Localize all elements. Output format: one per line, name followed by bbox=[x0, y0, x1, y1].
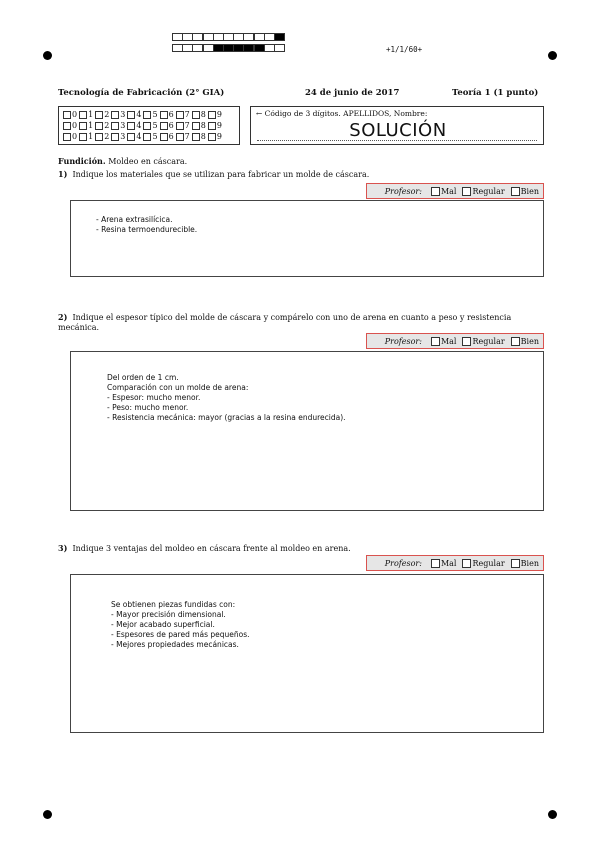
code-digit-checkbox[interactable] bbox=[192, 122, 200, 130]
answer-q2-line: Comparación con un molde de arena: bbox=[107, 383, 249, 392]
topic-heading bbox=[58, 156, 187, 166]
grading-label: Profesor: bbox=[384, 336, 422, 346]
code-digit-checkbox[interactable] bbox=[160, 111, 168, 119]
code-digit-row-2: 0 1 2 3 4 5 6 7 8 9 bbox=[63, 121, 224, 130]
answer-q3-line: - Mejor acabado superficial. bbox=[111, 620, 215, 629]
grade-option-label: Bien bbox=[520, 186, 539, 196]
code-digit-checkbox[interactable] bbox=[63, 111, 71, 119]
question-number: 3) bbox=[58, 543, 68, 553]
grade-option-label: Bien bbox=[520, 336, 539, 346]
question-2 bbox=[58, 312, 511, 322]
code-digit-checkbox[interactable] bbox=[176, 111, 184, 119]
grade-regular-checkbox[interactable] bbox=[462, 337, 471, 346]
code-digit-checkbox[interactable] bbox=[192, 133, 200, 141]
code-digit-checkbox[interactable] bbox=[79, 122, 87, 130]
grading-box-q2 bbox=[366, 333, 544, 349]
code-digit-checkbox[interactable] bbox=[176, 133, 184, 141]
grade-option-label: Mal bbox=[440, 336, 457, 346]
code-digit-checkbox[interactable] bbox=[143, 111, 151, 119]
code-digit-checkbox[interactable] bbox=[63, 133, 71, 141]
barcode-row-bottom bbox=[172, 44, 284, 52]
answer-q2-line: - Resistencia mecánica: mayor (gracias a la resina endurecida). bbox=[107, 413, 346, 422]
code-digit-checkbox[interactable] bbox=[143, 122, 151, 130]
grading-label: Profesor: bbox=[384, 186, 422, 196]
topic-title: Fundición. bbox=[58, 156, 106, 166]
code-digit-checkbox[interactable] bbox=[192, 111, 200, 119]
grade-bien-checkbox[interactable] bbox=[511, 187, 520, 196]
grade-bien-checkbox[interactable] bbox=[511, 559, 520, 568]
question-text: Indique los materiales que se utilizan para fabricar un molde de cáscara. bbox=[72, 170, 370, 179]
code-digit-row-3: 0 1 2 3 4 5 6 7 8 9 bbox=[63, 132, 224, 141]
question-number: 1) bbox=[58, 169, 68, 179]
code-digit-checkbox[interactable] bbox=[79, 133, 87, 141]
code-digit-checkbox[interactable] bbox=[111, 133, 119, 141]
code-digit-checkbox[interactable] bbox=[95, 122, 103, 130]
code-digit-checkbox[interactable] bbox=[208, 133, 216, 141]
code-digit-checkbox[interactable] bbox=[63, 122, 71, 130]
registration-mark-top-left bbox=[43, 51, 52, 60]
question-text: Indique el espesor típico del molde de cáscara y compárelo con uno de arena en cuanto a peso y resistencia bbox=[72, 313, 512, 322]
code-digit-checkbox[interactable] bbox=[95, 111, 103, 119]
question-3 bbox=[58, 543, 351, 553]
answer-box-q1[interactable] bbox=[70, 200, 544, 277]
answer-box-q3[interactable] bbox=[70, 574, 544, 733]
grading-label: Profesor: bbox=[384, 558, 422, 568]
grade-mal-checkbox[interactable] bbox=[431, 337, 440, 346]
answer-q3-line: - Mayor precisión dimensional. bbox=[111, 610, 226, 619]
page-id: +1/1/60+ bbox=[386, 45, 423, 54]
code-digit-checkbox[interactable] bbox=[95, 133, 103, 141]
student-code-grid bbox=[58, 106, 240, 145]
course-title: Tecnología de Fabricación (2° GIA) bbox=[58, 88, 225, 98]
student-name-value: SOLUCIÓN bbox=[349, 120, 447, 141]
question-text: Indique 3 ventajas del moldeo en cáscara frente al moldeo en arena. bbox=[72, 544, 351, 553]
code-digit-checkbox[interactable] bbox=[127, 133, 135, 141]
answer-q3-line: Se obtienen piezas fundidas con: bbox=[111, 600, 236, 609]
grade-bien-checkbox[interactable] bbox=[511, 337, 520, 346]
code-digit-checkbox[interactable] bbox=[127, 122, 135, 130]
answer-q3-line: - Espesores de pared más pequeños. bbox=[111, 630, 250, 639]
grade-regular-checkbox[interactable] bbox=[462, 559, 471, 568]
question-2-continued: mecánica. bbox=[58, 323, 100, 332]
answer-q2-line: Del orden de 1 cm. bbox=[107, 373, 179, 382]
name-instruction: ← Código de 3 dígitos. APELLIDOS, Nombre: bbox=[256, 109, 428, 118]
grading-box-q1 bbox=[366, 183, 544, 199]
grade-option-label: Mal bbox=[440, 558, 457, 568]
registration-mark-bottom-right bbox=[548, 810, 557, 819]
answer-q2-line: - Peso: mucho menor. bbox=[107, 403, 189, 412]
code-digit-checkbox[interactable] bbox=[176, 122, 184, 130]
grading-box-q3 bbox=[366, 555, 544, 571]
code-digit-checkbox[interactable] bbox=[208, 122, 216, 130]
question-number: 2) bbox=[58, 312, 68, 322]
registration-mark-top-right bbox=[548, 51, 557, 60]
code-digit-checkbox[interactable] bbox=[160, 122, 168, 130]
answer-q3-line: - Mejores propiedades mecánicas. bbox=[111, 640, 239, 649]
code-digit-checkbox[interactable] bbox=[79, 111, 87, 119]
grade-option-label: Regular bbox=[472, 336, 505, 346]
barcode-row-top bbox=[172, 33, 284, 41]
answer-q1-line: - Arena extrasilícica. bbox=[96, 215, 173, 224]
student-name-box[interactable] bbox=[250, 106, 544, 145]
code-digit-checkbox[interactable] bbox=[127, 111, 135, 119]
topic-subtitle: Moldeo en cáscara. bbox=[108, 157, 188, 166]
code-digit-checkbox[interactable] bbox=[143, 133, 151, 141]
grade-option-label: Bien bbox=[520, 558, 539, 568]
code-digit-checkbox[interactable] bbox=[111, 122, 119, 130]
code-digit-checkbox[interactable] bbox=[111, 111, 119, 119]
exam-date: 24 de junio de 2017 bbox=[305, 88, 400, 98]
grade-option-label: Mal bbox=[440, 186, 457, 196]
grade-mal-checkbox[interactable] bbox=[431, 559, 440, 568]
name-dotted-line bbox=[257, 140, 537, 141]
code-digit-checkbox[interactable] bbox=[160, 133, 168, 141]
code-digit-checkbox[interactable] bbox=[208, 111, 216, 119]
exam-section: Teoría 1 (1 punto) bbox=[452, 88, 539, 98]
grade-mal-checkbox[interactable] bbox=[431, 187, 440, 196]
registration-mark-bottom-left bbox=[43, 810, 52, 819]
grade-option-label: Regular bbox=[472, 186, 505, 196]
grade-regular-checkbox[interactable] bbox=[462, 187, 471, 196]
code-digit-row-1: 0 1 2 3 4 5 6 7 8 9 bbox=[63, 110, 224, 119]
answer-q1-line: - Resina termoendurecible. bbox=[96, 225, 198, 234]
answer-q2-line: - Espesor: mucho menor. bbox=[107, 393, 201, 402]
grade-option-label: Regular bbox=[472, 558, 505, 568]
question-1 bbox=[58, 169, 369, 179]
